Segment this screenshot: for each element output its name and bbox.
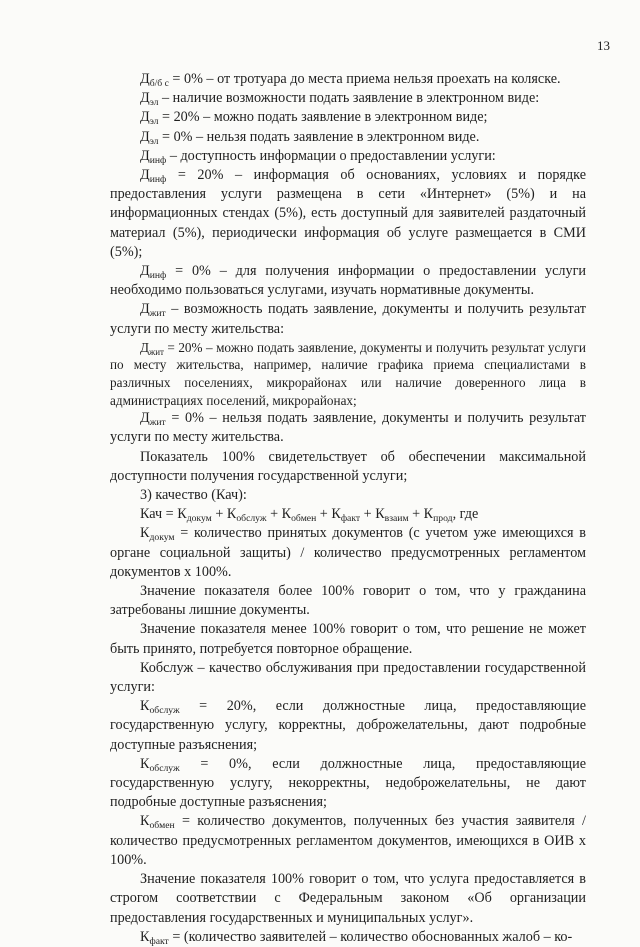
- formula-text: , где: [452, 506, 479, 523]
- indicator-symbol: К: [140, 698, 150, 715]
- formula-text: + К: [211, 506, 237, 523]
- formula-text: + К: [408, 506, 434, 523]
- formula-subscript: факт: [340, 513, 361, 525]
- indicator-subscript: инф: [149, 154, 167, 166]
- paragraph: [110, 697, 586, 755]
- indicator-symbol: Д: [140, 410, 150, 427]
- paragraph: [110, 928, 586, 947]
- indicator-subscript: жит: [149, 308, 166, 320]
- indicator-symbol: Д: [140, 167, 150, 184]
- paragraph: [110, 755, 586, 813]
- paragraph: [110, 128, 586, 147]
- paragraph-text: – наличие возможности подать заявление в электронном виде:: [158, 90, 540, 107]
- indicator-subscript: инф: [149, 270, 167, 282]
- paragraph: [110, 339, 586, 409]
- indicator-symbol: К: [140, 928, 150, 945]
- paragraph: [110, 812, 586, 870]
- paragraph-text: – доступность информации о предоставлении услуги:: [166, 147, 496, 164]
- indicator-symbol: Д: [140, 109, 150, 126]
- paragraph-text: = 0% – нельзя подать заявление, документы и получить результат услуги по месту жительства.: [110, 410, 586, 446]
- paragraph: [110, 620, 586, 658]
- paragraph-text: = 0%, если должностные лица, предоставляющие государственную услугу, некорректны, недоброжелательны, не дают подробные доступные разъяснения;: [110, 755, 586, 811]
- indicator-subscript: эл: [149, 135, 159, 147]
- paragraph-text: = 0% – нельзя подать заявление в электронном виде.: [158, 128, 480, 145]
- indicator-symbol: Д: [140, 339, 149, 355]
- paragraph-text: Значение показателя менее 100% говорит о том, что решение не может быть принято, потребуется повторное обращение.: [110, 621, 586, 657]
- formula-text: Кач = К: [140, 506, 187, 523]
- page-number: 13: [597, 38, 610, 53]
- paragraph-text: – возможность подать заявление, документы и получить результат услуги по месту жительства:: [110, 301, 586, 337]
- paragraph-text: Значение показателя более 100% говорит о том, что у гражданина затребованы лишние документы.: [110, 583, 586, 619]
- paragraph-text: = 20% – можно подать заявление в электронном виде;: [158, 109, 488, 126]
- formula-subscript: обмен: [291, 513, 317, 525]
- indicator-subscript: эл: [149, 116, 159, 128]
- paragraph: [110, 505, 586, 524]
- paragraph-text: = (количество заявителей – количество обоснованных жалоб – ко-: [168, 928, 573, 945]
- formula-text: + К: [266, 506, 292, 523]
- paragraph-text: = 20% – информация об основаниях, условиях и порядке предоставления услуги размещена в сети «Интернет» (5%) и на информационных стендах (5%), есть доступный для заявителей раздаточный материал (5%), периодически информация об услуге размещается в СМИ (5%);: [110, 167, 586, 260]
- paragraph-text: Показатель 100% свидетельствует об обеспечении максимальной доступности получения государственной услуги;: [110, 448, 586, 484]
- paragraph: [110, 70, 586, 89]
- paragraph: [110, 89, 586, 108]
- indicator-symbol: Д: [140, 301, 150, 318]
- document-body: [110, 70, 586, 947]
- paragraph: [110, 300, 586, 338]
- paragraph-text: = количество документов, полученных без участия заявителя / количество предусмотренных регламентом документов, имеющихся в ОИВ х 100%.: [110, 813, 586, 868]
- paragraph-text: = 0% – от тротуара до места приема нельзя проехать на коляске.: [168, 71, 561, 87]
- paragraph-text: = 20% – можно подать заявление, документы и получить результат услуги по месту жительства, например, наличие графика приема специалистами в различных поселениях, микрорайонах или наличие доверенного лица в администрациях поселений, микрорайонах;: [110, 339, 586, 408]
- paragraph-text: = количество принятых документов (с учетом уже имеющихся в органе социальной защиты) / количество предусмотренных регламентом документов х 100%.: [110, 525, 586, 580]
- formula-text: + К: [360, 506, 385, 523]
- indicator-subscript: б/б с: [149, 78, 169, 90]
- indicator-symbol: Д: [140, 90, 150, 107]
- paragraph-text: 3) качество (Кач):: [140, 487, 247, 504]
- indicator-symbol: Д: [140, 71, 150, 87]
- paragraph: [110, 524, 586, 582]
- indicator-symbol: Д: [140, 128, 150, 145]
- paragraph-text: Кобслуж – качество обслуживания при предоставлении государственной услуги:: [110, 659, 586, 696]
- formula-subscript: обслуж: [236, 513, 267, 525]
- indicator-symbol: К: [140, 755, 150, 772]
- paragraph: [110, 448, 586, 486]
- indicator-symbol: К: [140, 813, 150, 830]
- indicator-subscript: жит: [149, 346, 164, 357]
- paragraph: [110, 582, 586, 620]
- indicator-subscript: обслуж: [149, 705, 180, 717]
- indicator-subscript: обмен: [149, 820, 175, 832]
- indicator-symbol: Д: [140, 263, 150, 280]
- paragraph: [110, 262, 586, 300]
- paragraph: [110, 870, 586, 928]
- indicator-subscript: докум: [149, 532, 175, 544]
- paragraph: [110, 166, 586, 262]
- formula-subscript: докум: [186, 513, 212, 525]
- formula-text: + К: [316, 506, 341, 523]
- paragraph-text: Значение показателя 100% говорит о том, что услуга предоставляется в строгом соответствии с Федеральным законом «Об организации предоставления государственных и муниципальных услуг».: [110, 871, 586, 926]
- indicator-symbol: Д: [140, 147, 150, 164]
- paragraph: [110, 108, 586, 127]
- paragraph: [110, 147, 586, 166]
- paragraph: [110, 659, 586, 697]
- indicator-subscript: инф: [149, 174, 167, 186]
- indicator-subscript: жит: [149, 417, 166, 429]
- formula-subscript: прод: [433, 513, 453, 525]
- indicator-symbol: К: [140, 525, 150, 542]
- paragraph: [110, 486, 586, 505]
- indicator-subscript: обслуж: [149, 762, 180, 774]
- paragraph-text: = 20%, если должностные лица, предоставляющие государственную услугу, корректны, доброжелательны, дают подробные доступные разъяснения;: [110, 698, 586, 753]
- indicator-subscript: факт: [149, 935, 169, 947]
- paragraph: [110, 409, 586, 447]
- paragraph-text: = 0% – для получения информации о предоставлении услуги необходимо пользоваться услугами, изучать нормативные документы.: [110, 263, 586, 299]
- indicator-subscript: эл: [149, 97, 159, 109]
- formula-subscript: взаим: [384, 513, 409, 525]
